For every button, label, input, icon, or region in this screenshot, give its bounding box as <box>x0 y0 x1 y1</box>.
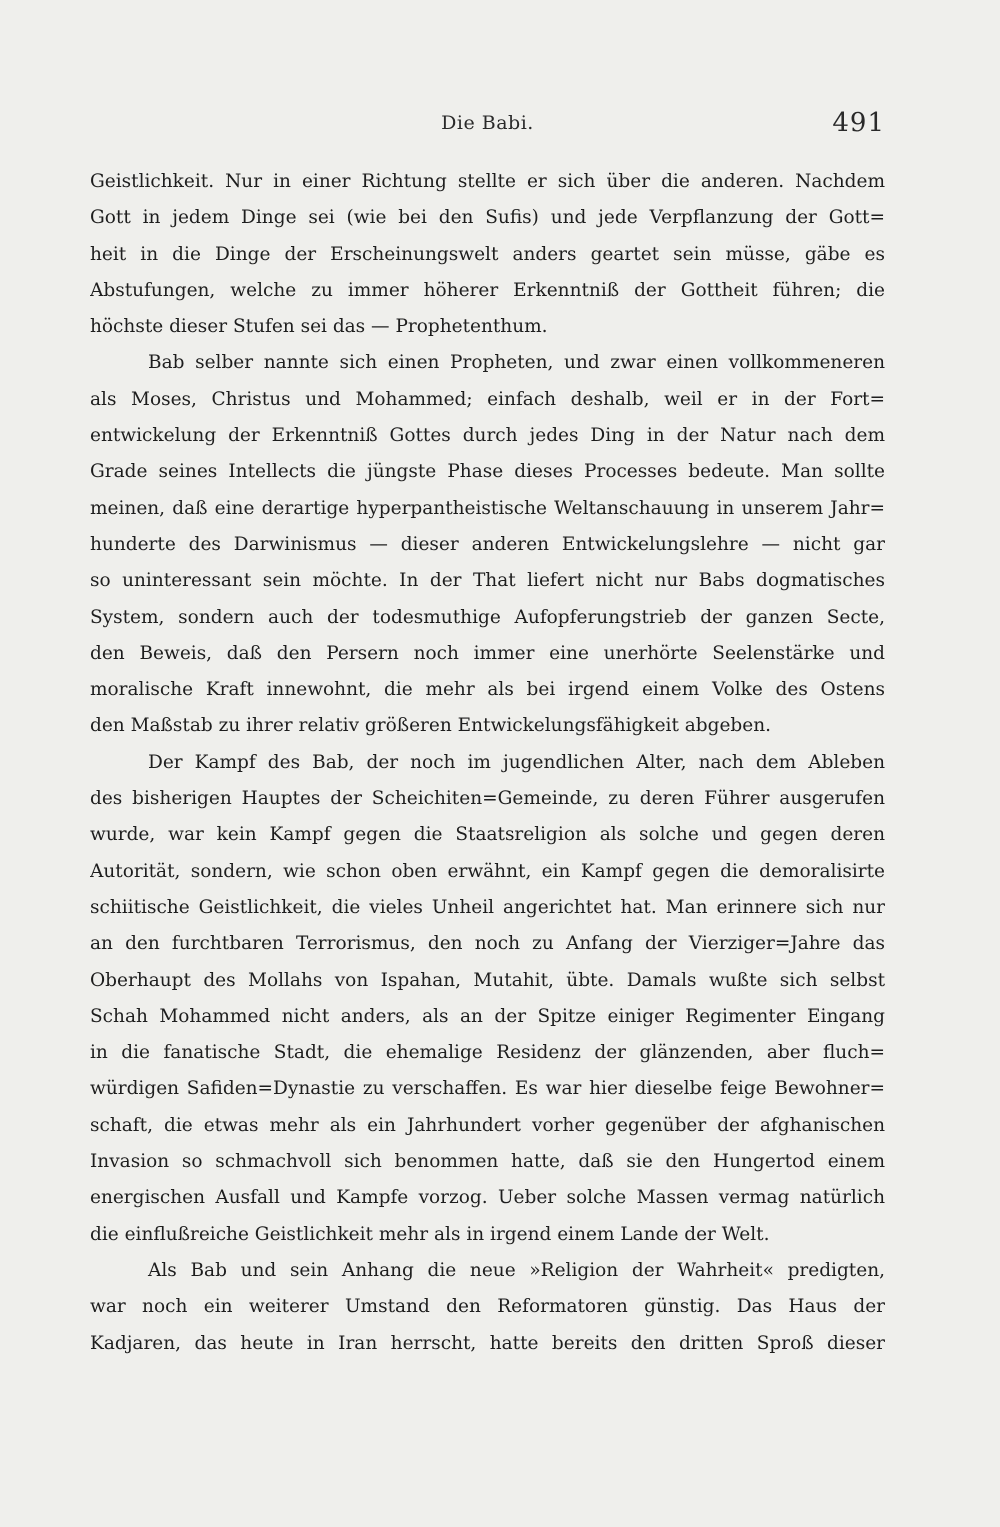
text-line: energischen Ausfall und Kampfe vorzog. Ueber solche Massen vermag natürlich <box>90 1187 885 1209</box>
text-line: System, sondern auch der todesmuthige Aufopferungstrieb der ganzen Secte, <box>90 606 885 628</box>
text-line: als Moses, Christus und Mohammed; einfach deshalb, weil er in der Fort= <box>90 388 885 410</box>
text-line: wurde, war kein Kampf gegen die Staatsreligion als solche und gegen deren <box>90 824 885 846</box>
text-line: an den furchtbaren Terrorismus, den noch zu Anfang der Vierziger=Jahre das <box>90 933 885 955</box>
text-line: schiitische Geistlichkeit, die vieles Unheil angerichtet hat. Man erinnere sich nur <box>90 896 885 918</box>
text-line: so uninteressant sein möchte. In der That liefert nicht nur Babs dogmatisches <box>90 570 885 592</box>
text-line: Der Kampf des Bab, der noch im jugendlichen Alter, nach dem Ableben <box>148 751 885 773</box>
text-line: würdigen Safiden=Dynastie zu verschaffen. Es war hier dieselbe feige Bewohner= <box>90 1078 885 1100</box>
text-line: Oberhaupt des Mollahs von Ispahan, Mutahit, übte. Damals wußte sich selbst <box>90 969 885 991</box>
text-line: Invasion so schmachvoll sich benommen hatte, daß sie den Hungertod einem <box>90 1151 885 1173</box>
text-line: Grade seines Intellects die jüngste Phase dieses Processes bedeute. Man sollte <box>90 461 885 483</box>
text-line: Gott in jedem Dinge sei (wie bei den Sufis) und jede Verpflanzung der Gott= <box>90 207 885 229</box>
text-line: Autorität, sondern, wie schon oben erwähnt, ein Kampf gegen die demoralisirte <box>90 860 885 882</box>
text-line: des bisherigen Hauptes der Scheichiten=Gemeinde, zu deren Führer ausgerufen <box>90 788 885 810</box>
text-line: Abstufungen, welche zu immer höherer Erkenntniß der Gottheit führen; die <box>90 279 885 301</box>
text-line: in die fanatische Stadt, die ehemalige Residenz der glänzenden, aber fluch= <box>90 1042 885 1064</box>
text-line: hunderte des Darwinismus — dieser anderen Entwickelungslehre — nicht gar <box>90 533 885 555</box>
running-head <box>90 108 885 148</box>
text-line: entwickelung der Erkenntniß Gottes durch jedes Ding in der Natur nach dem <box>90 425 885 447</box>
text-line: den Maßstab zu ihrer relativ größeren Entwickelungsfähigkeit abgeben. <box>90 715 772 737</box>
running-title: Die Babi. <box>441 112 534 134</box>
text-line: schaft, die etwas mehr als ein Jahrhundert vorher gegenüber der afghanischen <box>90 1114 885 1136</box>
text-line: moralische Kraft innewohnt, die mehr als bei irgend einem Volke des Ostens <box>90 679 885 701</box>
text-line: Bab selber nannte sich einen Propheten, und zwar einen vollkommeneren <box>148 352 885 374</box>
text-line: Schah Mohammed nicht anders, als an der Spitze einiger Regimenter Eingang <box>90 1005 885 1027</box>
text-line: Geistlichkeit. Nur in einer Richtung stellte er sich über die anderen. Nachdem <box>90 171 885 192</box>
text-line: meinen, daß eine derartige hyperpantheistische Weltanschauung in unserem Jahr= <box>90 497 885 519</box>
body-text <box>90 164 885 1362</box>
text-line: höchste dieser Stufen sei das — Prophetenthum. <box>90 316 548 338</box>
text-line: die einflußreiche Geistlichkeit mehr als in irgend einem Lande der Welt. <box>90 1223 770 1245</box>
text-line: war noch ein weiterer Umstand den Reformatoren günstig. Das Haus der <box>90 1296 885 1318</box>
text-line: Als Bab und sein Anhang die neue »Religion der Wahrheit« predigten, <box>148 1259 885 1281</box>
page-number: 491 <box>832 108 885 138</box>
text-line: Kadjaren, das heute in Iran herrscht, hatte bereits den dritten Sproß dieser <box>90 1332 885 1354</box>
text-line: heit in die Dinge der Erscheinungswelt anders geartet sein müsse, gäbe es <box>90 243 885 265</box>
text-line: den Beweis, daß den Persern noch immer eine unerhörte Seelenstärke und <box>90 642 885 664</box>
